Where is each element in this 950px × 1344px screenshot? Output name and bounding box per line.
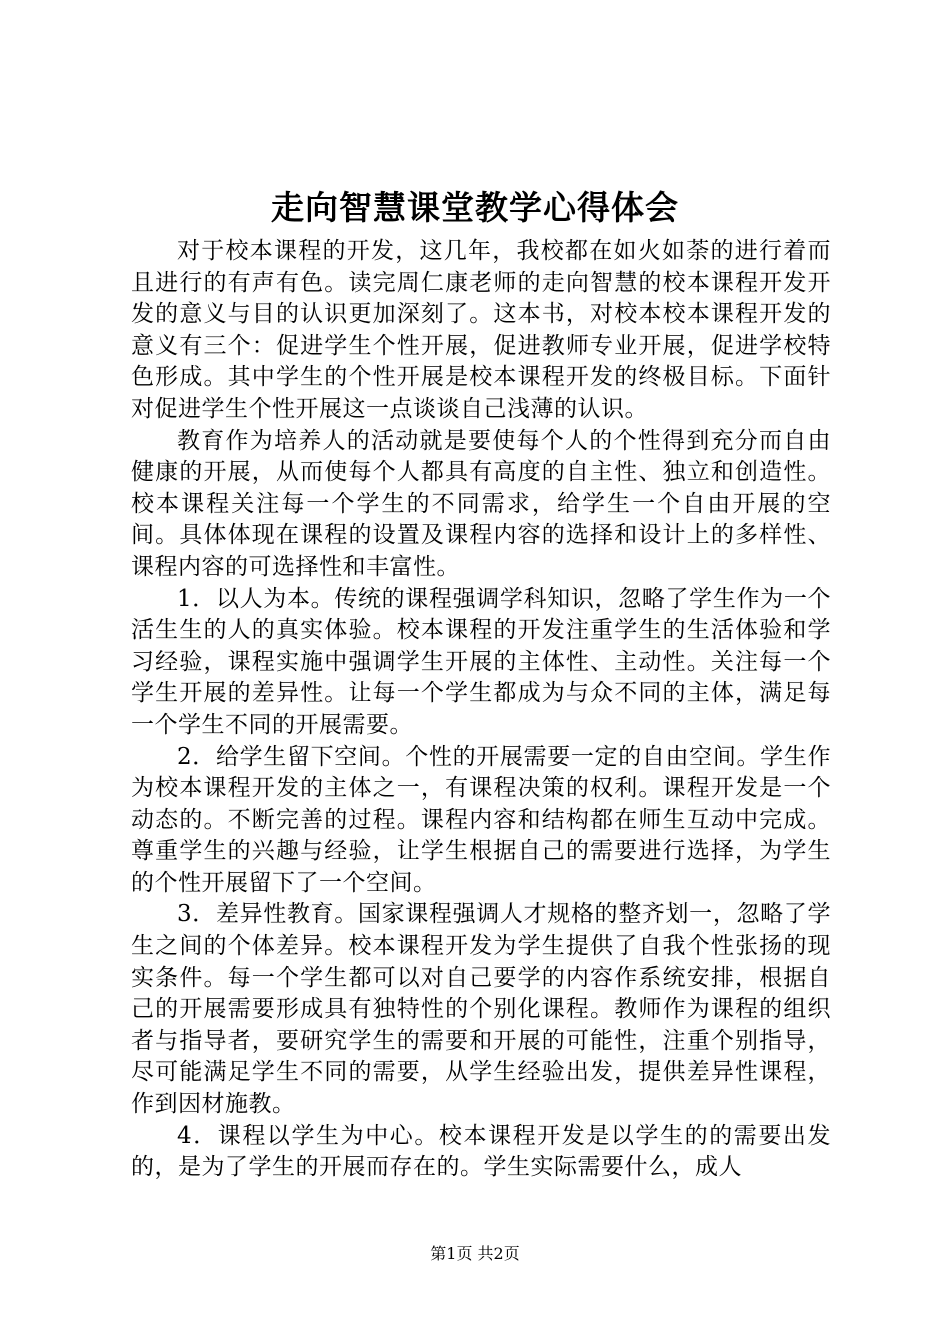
paragraph-point-4: 4．课程以学生为中心。校本课程开发是以学生的的需要出发的，是为了学生的开展而存在的。学生实际需要什么，成人 xyxy=(131,1122,831,1181)
paragraph-point-1: 1．以人为本。传统的课程强调学科知识，忽略了学生作为一个活生生的人的真实体验。校本课程的开发注重学生的生活体验和学习经验，课程实施中强调学生开展的主体性、主动性。关注每一个学生开展的差异性。让每一个学生都成为与众不同的主体，满足每一个学生不同的开展需要。 xyxy=(131,585,831,738)
paragraph-point-3: 3．差异性教育。国家课程强调人才规格的整齐划一，忽略了学生之间的个体差异。校本课程开发为学生提供了自我个性张扬的现实条件。每一个学生都可以对自己要学的内容作系统安排，根据自己的开展需要形成具有独特性的个别化课程。教师作为课程的组织者与指导者，要研究学生的需要和开展的可能性，注重个别指导，尽可能满足学生不同的需要，从学生经验出发，提供差异性课程，作到因材施教。 xyxy=(131,901,831,1118)
paragraph-intro: 对于校本课程的开发，这几年，我校都在如火如荼的进行着而且进行的有声有色。读完周仁康老师的走向智慧的校本课程开发开发的意义与目的认识更加深刻了。这本书，对校本校本课程开发的意义有三个：促进学生个性开展，促进教师专业开展，促进学校特色形成。其中学生的个性开展是校本课程开发的终极目标。下面针对促进学生个性开展这一点谈谈自己浅薄的认识。 xyxy=(131,238,831,422)
document-body xyxy=(131,236,831,1184)
page-footer: 第1页 共2页 xyxy=(430,1244,520,1263)
paragraph-education: 教育作为培养人的活动就是要使每个人的个性得到充分而自由健康的开展，从而使每个人都具有高度的自主性、独立和创造性。校本课程关注每一个学生的不同需求，给学生一个自由开展的空间。具体体现在课程的设置及课程内容的选择和设计上的多样性、课程内容的可选择性和丰富性。 xyxy=(131,427,831,580)
paragraph-point-2: 2．给学生留下空间。个性的开展需要一定的自由空间。学生作为校本课程开发的主体之一，有课程决策的权利。课程开发是一个动态的。不断完善的过程。课程内容和结构都在师生互动中完成。尊重学生的兴趣与经验，让学生根据自己的需要进行选择，为学生的个性开展留下了一个空间。 xyxy=(131,743,831,896)
page-title: 走向智慧课堂教学心得体会 xyxy=(271,188,679,227)
